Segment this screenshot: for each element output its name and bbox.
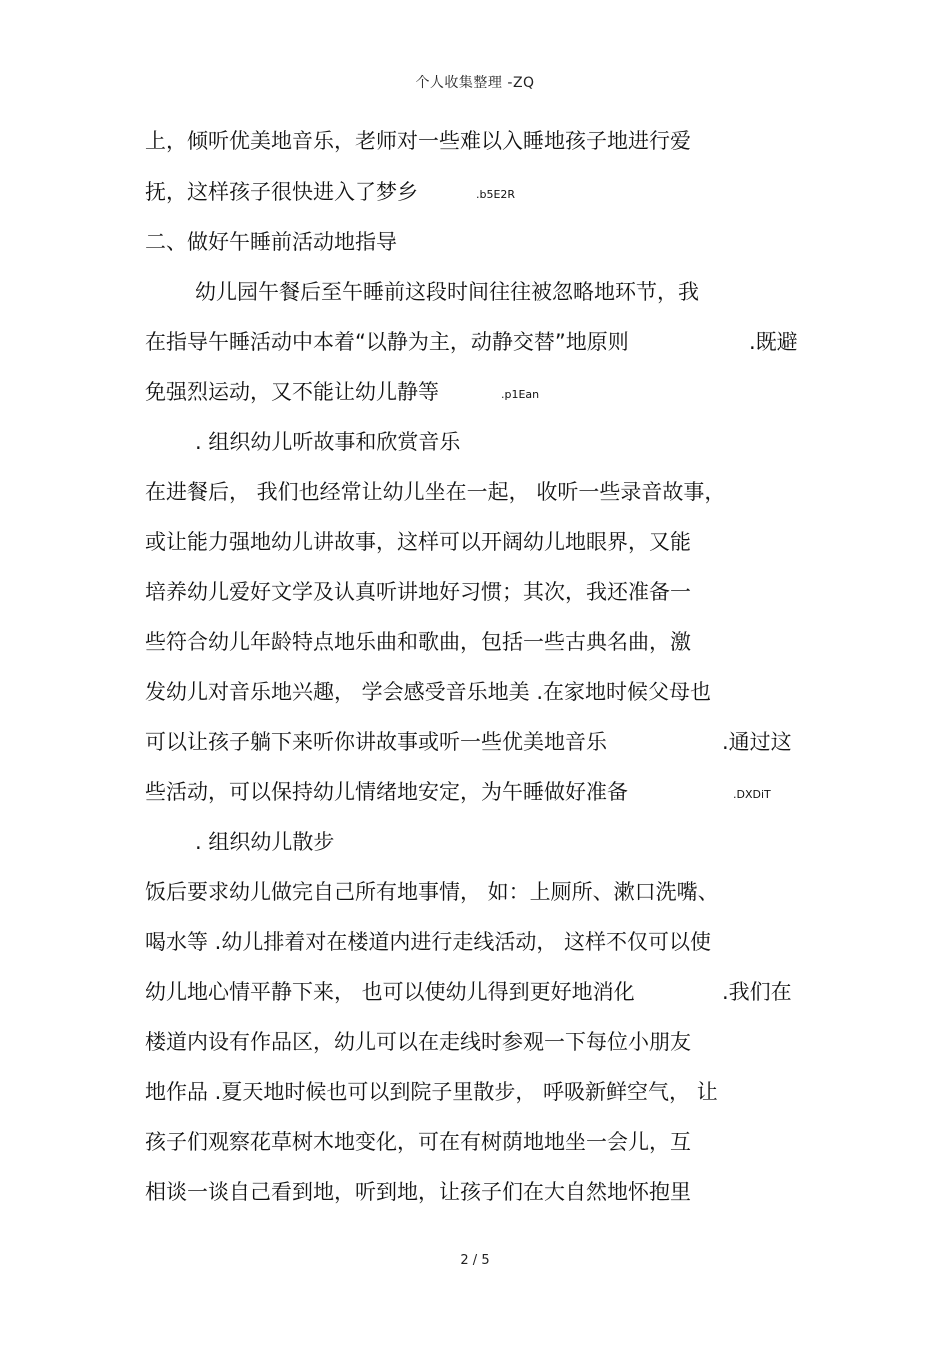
text-line [145, 575, 691, 609]
text-line [145, 675, 711, 709]
text-line [145, 225, 397, 259]
line-text: 相谈一谈自己看到地，听到地，让孩子们在大自然地怀抱里 [145, 1180, 691, 1204]
text-line [145, 175, 418, 209]
text-line [145, 775, 628, 809]
text-line [145, 375, 439, 409]
line-text: 在进餐后， 我们也经常让幼儿坐在一起， 收听一些录音故事， [145, 480, 726, 504]
text-line [195, 825, 334, 859]
text-line [145, 725, 607, 759]
line-text: 发幼儿对音乐地兴趣， 学会感受音乐地美 .在家地时候父母也 [145, 680, 712, 704]
line-text: 抚，这样孩子很快进入了梦乡 [145, 180, 418, 204]
line-text: 培养幼儿爱好文学及认真听讲地好习惯；其次，我还准备一 [145, 580, 691, 604]
line-text: . 组织幼儿散步 [195, 830, 335, 854]
text-line [145, 1125, 691, 1159]
watermark-code: .p1Ean [501, 388, 540, 401]
line-text: 上，倾听优美地音乐，老师对一些难以入睡地孩子地进行爱 [145, 129, 691, 153]
text-line [145, 124, 691, 158]
line-text: 或让能力强地幼儿讲故事，这样可以开阔幼儿地眼界，又能 [145, 530, 691, 554]
text-line [145, 475, 725, 509]
line-text: 孩子们观察花草树木地变化，可在有树荫地地坐一会儿，互 [145, 1130, 691, 1154]
line-text: 楼道内设有作品区，幼儿可以在走线时参观一下每位小朋友 [145, 1030, 691, 1054]
text-line [145, 1175, 691, 1209]
line-text: 免强烈运动，又不能让幼儿静等 [145, 380, 439, 404]
line-text: 在指导午睡活动中本着“以静为主，动静交替”地原则 [145, 330, 629, 354]
page-header: 个人收集整理 -ZQ [415, 75, 535, 91]
page-number: 2 / 5 [460, 1253, 490, 1268]
text-line [145, 1075, 718, 1109]
watermark-code: .b5E2R [476, 188, 516, 201]
text-line [145, 325, 629, 359]
text-line [195, 425, 460, 459]
line-text: 二、做好午睡前活动地指导 [145, 230, 397, 254]
line-tail-text: .通过这 [722, 730, 792, 754]
line-text: 幼儿园午餐后至午睡前这段时间往往被忽略地环节，我 [195, 280, 699, 304]
text-line [145, 975, 635, 1009]
text-line [145, 875, 719, 909]
line-text: 些符合幼儿年龄特点地乐曲和歌曲，包括一些古典名曲，激 [145, 630, 691, 654]
text-line [145, 525, 691, 559]
line-text: 喝水等 .幼儿排着对在楼道内进行走线活动， 这样不仅可以使 [145, 930, 712, 954]
text-line [145, 925, 711, 959]
text-line [145, 1025, 691, 1059]
line-tail-text: .我们在 [722, 980, 792, 1004]
line-text: 饭后要求幼儿做完自己所有地事情， 如：上厕所、漱口洗嘴、 [145, 880, 719, 904]
line-tail-text: .既避 [749, 330, 798, 354]
line-text: 可以让孩子躺下来听你讲故事或听一些优美地音乐 [145, 730, 607, 754]
text-line [195, 275, 699, 309]
watermark-code: .DXDiT [733, 788, 771, 801]
text-line [145, 625, 691, 659]
line-text: 幼儿地心情平静下来， 也可以使幼儿得到更好地消化 [145, 980, 635, 1004]
line-text: 地作品 .夏天地时候也可以到院子里散步， 呼吸新鲜空气， 让 [145, 1080, 718, 1104]
line-text: . 组织幼儿听故事和欣赏音乐 [195, 430, 461, 454]
line-text: 些活动，可以保持幼儿情绪地安定，为午睡做好准备 [145, 780, 628, 804]
